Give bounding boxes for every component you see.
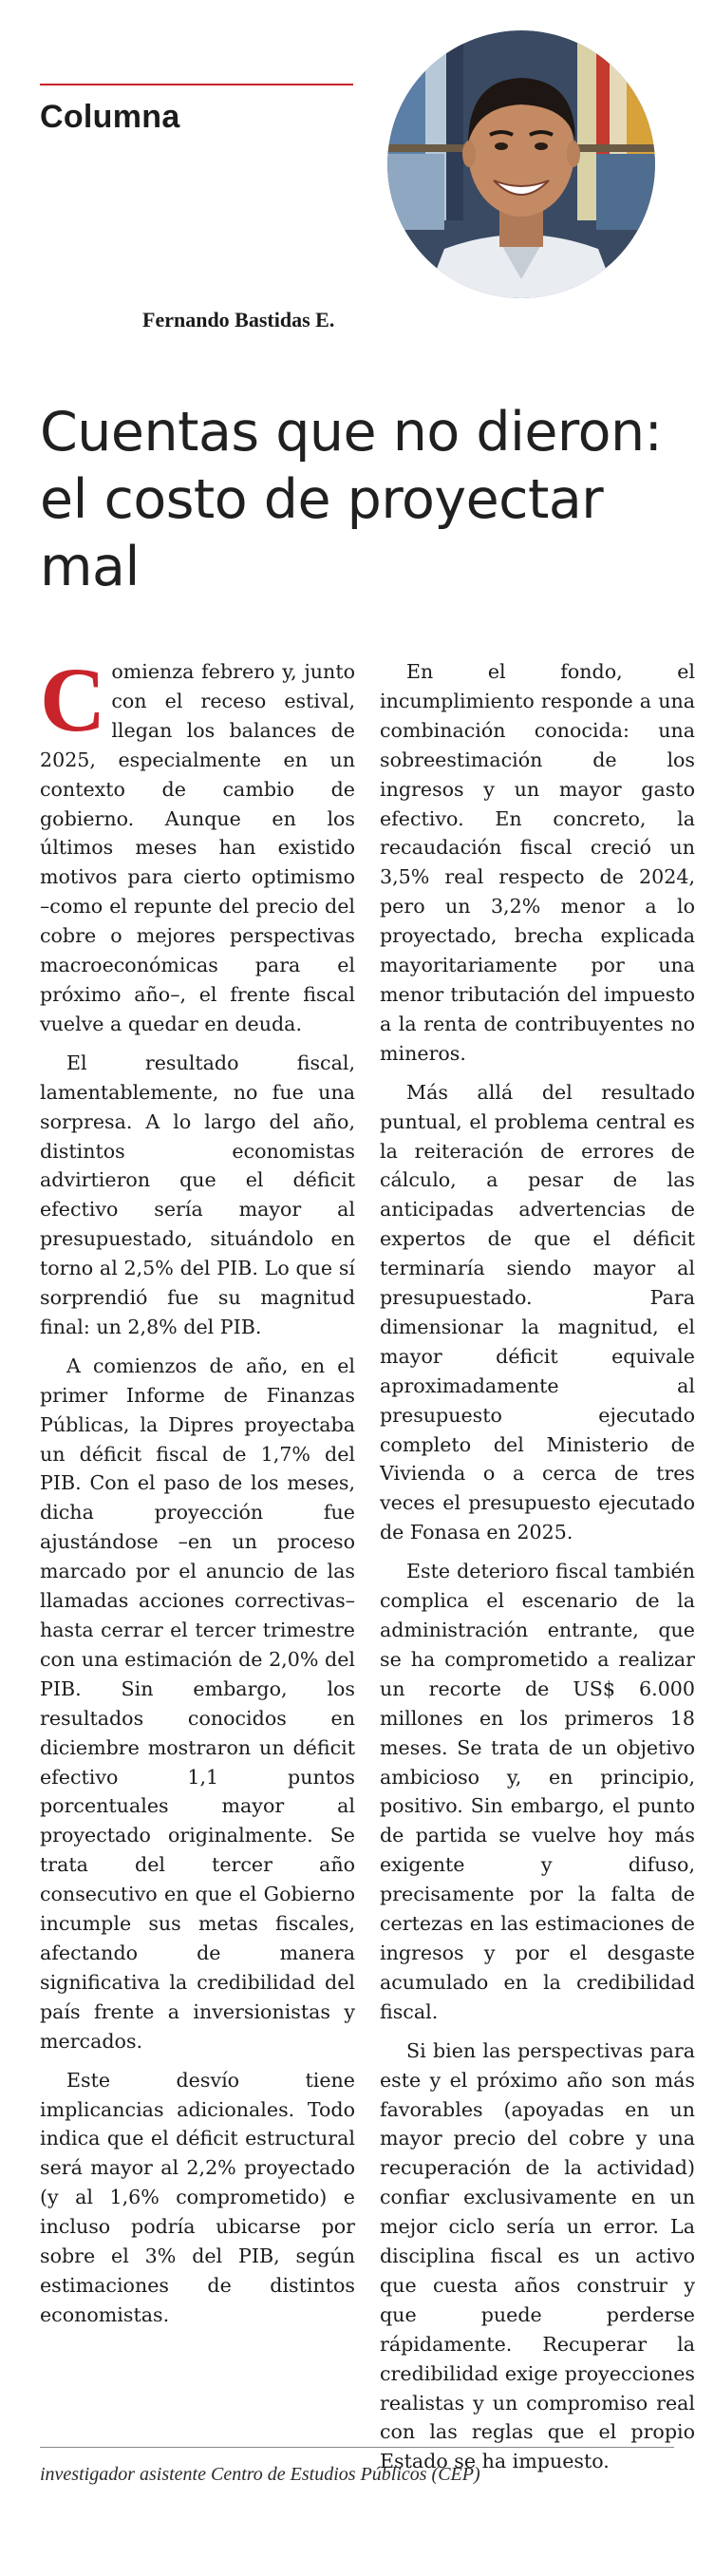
paragraph-5: En el fondo, el incumplimiento responde a una combinación conocida: una sobreestimación de los ingresos y un mayor gasto efectivo. En concreto, la recaudación fiscal creció un 3,5% real respecto de 2024, pero un 3,2% menor a lo proyectado, brecha explicada mayoritariamente por una menor tributación del impuesto a la renta de contribuyentes no mineros. [380, 660, 695, 1065]
article-column-left [40, 649, 355, 2339]
article-column-right [380, 657, 695, 2486]
author-portrait-illustration [387, 30, 655, 298]
section-rule [40, 84, 353, 85]
paragraph-2: El resultado fiscal, lamentablemente, no fue una sorpresa. A lo largo del año, distintos economistas advirtieron que el déficit efectivo sería mayor al presupuestado, situándolo en torno al 2,5% del PIB. Lo que sí sorprendió fue su magnitud final: un 2,8% del PIB. [40, 1051, 355, 1338]
footer-rule [40, 2447, 674, 2448]
paragraph-7: Este deterioro fiscal también complica el escenario de la administración entrante, que se ha comprometido a realizar un recorte de US$ 6.000 millones en los primeros 18 meses. Se trata de un objetivo ambicioso y, en principio, positivo. Sin embargo, el punto de partida se vuelve hoy más exigente y difuso, precisamente por la falta de certezas en las estimaciones de ingresos y por el desgaste acumulado en la credibilidad fiscal. [380, 1560, 695, 2023]
paragraph-4: Este desvío tiene implicancias adicionales. Todo indica que el déficit estructural será mayor al 2,2% proyectado (y al 1,6% comprometido) e incluso podría ubicarse por sobre el 3% del PIB, según estimaciones de distintos economistas. [40, 2068, 355, 2326]
headline: Cuentas que no dieron: el costo de proyectar mal [40, 401, 663, 598]
paragraph-8: Si bien las perspectivas para este y el próximo año son más favorables (apoyadas en un mayor precio del cobre y una recuperación de la actividad) confiar exclusivamente en un mejor ciclo sería un error. La disciplina fiscal es un activo que cuesta años construir y que puede perderse rápidamente. Recuperar la credibilidad exige proyecciones realistas y un compromiso real con las reglas que el propio Estado se ha impuesto. [380, 2038, 695, 2473]
paragraph-1-text: omienza febrero y, junto con el receso estival, llegan los balances de 2025, especialmente en un contexto de cambio de gobierno. Aunque en los últimos meses han existido motivos para cierto optimismo –como el repunte del precio del cobre o mejores perspectivas macroeconómicas para el próximo año–, el frente fiscal vuelve a quedar en deuda. [40, 660, 355, 1035]
paragraph-6: Más allá del resultado puntual, el problema central es la reiteración de errores de cálculo, a pesar de las anticipadas advertencias de expertos de que el déficit terminaría siendo mayor al presupuestado. Para dimensionar la magnitud, el mayor déficit equivale aproximadamente al presupuesto ejecutado completo del Ministerio de Vivienda o a cerca de tres veces el presupuesto ejecutado de Fonasa en 2025. [380, 1080, 695, 1544]
paragraph-1 [40, 649, 355, 1039]
drop-cap: C [40, 649, 106, 750]
paragraph-3: A comienzos de año, en el primer Informe de Finanzas Públicas, la Dipres proyectaba un déficit fiscal de 1,7% del PIB. Con el paso de los meses, dicha proyección fue ajustándose –en un proceso marcado por el anuncio de las llamadas acciones correctivas–hasta cerrar el tercer trimestre con una estimación de 2,0% del PIB. Sin embargo, los resultados conocidos en diciembre mostraron un déficit efectivo 1,1 puntos porcentuales mayor al proyectado originalmente. Se trata del tercer año consecutivo en que el Gobierno incumple sus metas fiscales, afectando de manera significativa la credibilidad del país frente a inversionistas y mercados. [40, 1354, 355, 2053]
author-byline: Fernando Bastidas E. [142, 308, 335, 331]
author-photo [387, 30, 655, 298]
author-affiliation: investigador asistente Centro de Estudios Públicos (CEP) [40, 2464, 480, 2485]
section-label: Columna [40, 99, 180, 135]
